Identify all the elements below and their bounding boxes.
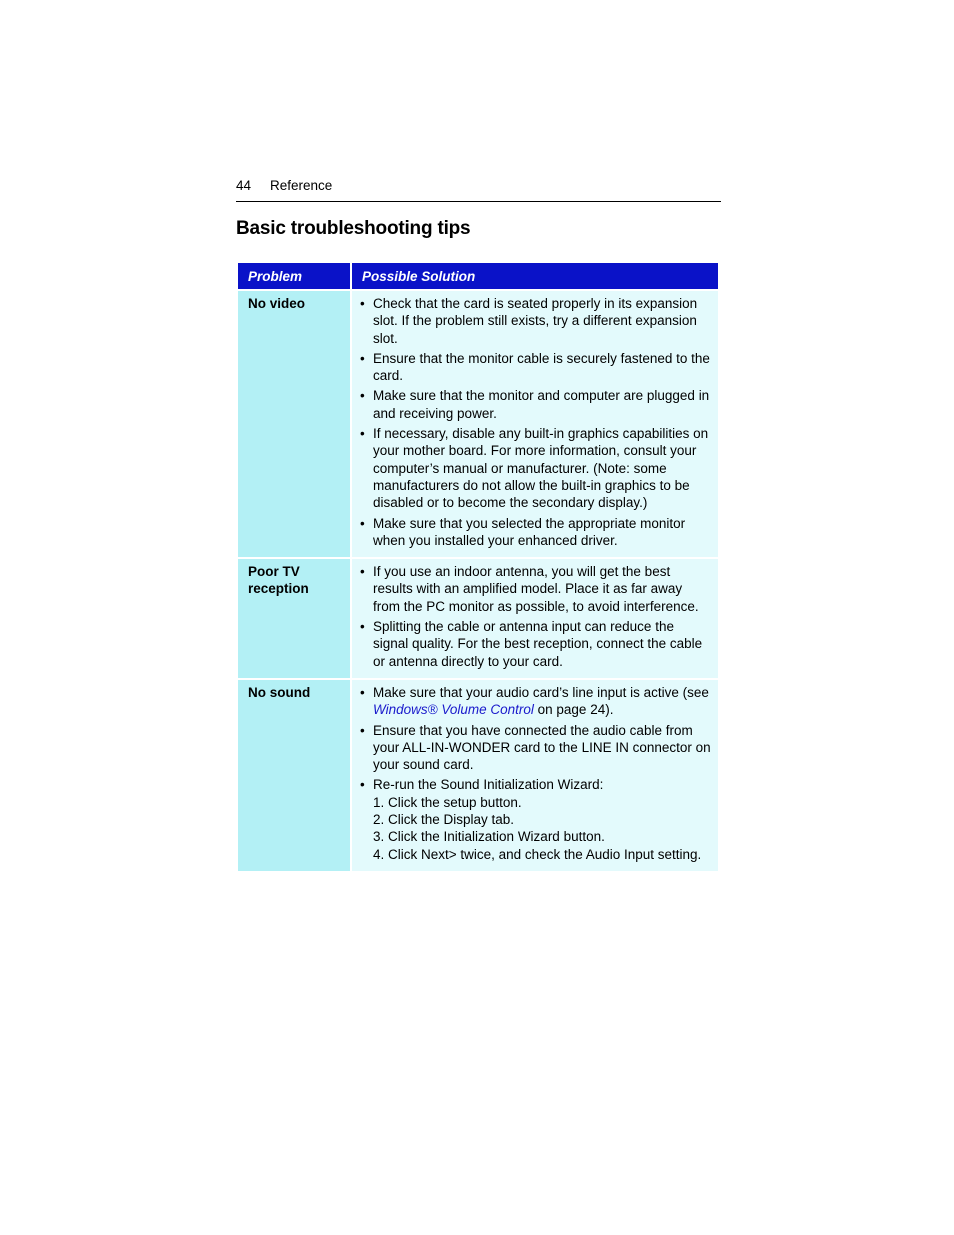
- list-item: [360, 776, 712, 862]
- header-rule: [236, 201, 721, 202]
- bullet-icon: •: [360, 684, 365, 700]
- page-title: Basic troubleshooting tips: [236, 218, 471, 239]
- solution-text: Splitting the cable or antenna input can reduce the signal quality. For the best reception, connect the cable or antenna directly to your card.: [373, 619, 703, 669]
- bullet-icon: •: [360, 350, 365, 366]
- list-item: [360, 387, 712, 422]
- volume-control-link[interactable]: Windows® Volume Control: [373, 702, 534, 718]
- solution-cell: [352, 680, 718, 871]
- column-header-solution: Possible Solution: [352, 263, 718, 289]
- bullet-icon: •: [360, 388, 365, 404]
- solution-text: If you use an indoor antenna, you will get the best results with an amplified model. Place it as far away from the PC monitor as possible, to avoid interference.: [373, 564, 699, 614]
- solution-text: Make sure that you selected the appropriate monitor when you installed your enhanced driver.: [373, 515, 686, 548]
- bullet-icon: •: [360, 619, 365, 635]
- table-row: [238, 680, 718, 871]
- bullet-icon: •: [360, 722, 365, 738]
- bullet-icon: •: [360, 564, 365, 580]
- bullet-icon: •: [360, 426, 365, 442]
- solution-cell: [352, 291, 718, 557]
- bullet-icon: •: [360, 296, 365, 311]
- list-item: [360, 722, 712, 774]
- solution-text: If necessary, disable any built-in graphics capabilities on your mother board. For more information, consult your computer’s manual or manufacturer. (Note: some manufacturers do not allow the built-in graphics to be disabled or to become the secondary display.): [373, 426, 709, 511]
- problem-cell: Poor TV reception: [238, 559, 350, 678]
- list-item: [360, 350, 712, 385]
- solution-text: Ensure that you have connected the audio cable from your ALL-IN-WONDER card to the LINE IN connector on your sound card.: [373, 722, 711, 773]
- page-header: [236, 178, 721, 193]
- solution-text: Make sure that your audio card’s line input is active (see: [373, 684, 709, 700]
- solution-text: Make sure that the monitor and computer are plugged in and receiving power.: [373, 388, 710, 421]
- wizard-step: 1. Click the setup button.: [373, 794, 522, 810]
- solution-list: [360, 684, 712, 863]
- solution-list: [360, 295, 712, 549]
- solution-text: on page 24).: [533, 702, 614, 718]
- page-number: 44: [236, 178, 252, 193]
- table-header-row: [238, 263, 718, 289]
- solution-text: Check that the card is seated properly in its expansion slot. If the problem still exists, try a different expansion slot.: [373, 296, 698, 346]
- wizard-step: 4. Click Next> twice, and check the Audio Input setting.: [373, 846, 702, 862]
- list-item: [360, 295, 712, 347]
- list-item: [360, 684, 712, 719]
- troubleshooting-table: [236, 261, 720, 873]
- list-item: [360, 563, 712, 615]
- solution-list: [360, 563, 712, 670]
- bullet-icon: •: [360, 777, 365, 793]
- solution-cell: [352, 559, 718, 678]
- problem-cell: No sound: [238, 680, 350, 871]
- wizard-step: 2. Click the Display tab.: [373, 812, 515, 828]
- solution-text: Ensure that the monitor cable is securely fastened to the card.: [373, 350, 710, 384]
- list-item: [360, 618, 712, 670]
- problem-cell: No video: [238, 291, 350, 557]
- table-row: [238, 559, 718, 678]
- table-row: [238, 291, 718, 557]
- list-item: [360, 425, 712, 511]
- section-name: Reference: [270, 178, 333, 193]
- column-header-problem: Problem: [238, 263, 350, 289]
- list-item: [360, 515, 712, 550]
- wizard-step: 3. Click the Initialization Wizard button.: [373, 829, 605, 845]
- solution-text: Re-run the Sound Initialization Wizard:: [373, 777, 604, 793]
- bullet-icon: •: [360, 515, 365, 531]
